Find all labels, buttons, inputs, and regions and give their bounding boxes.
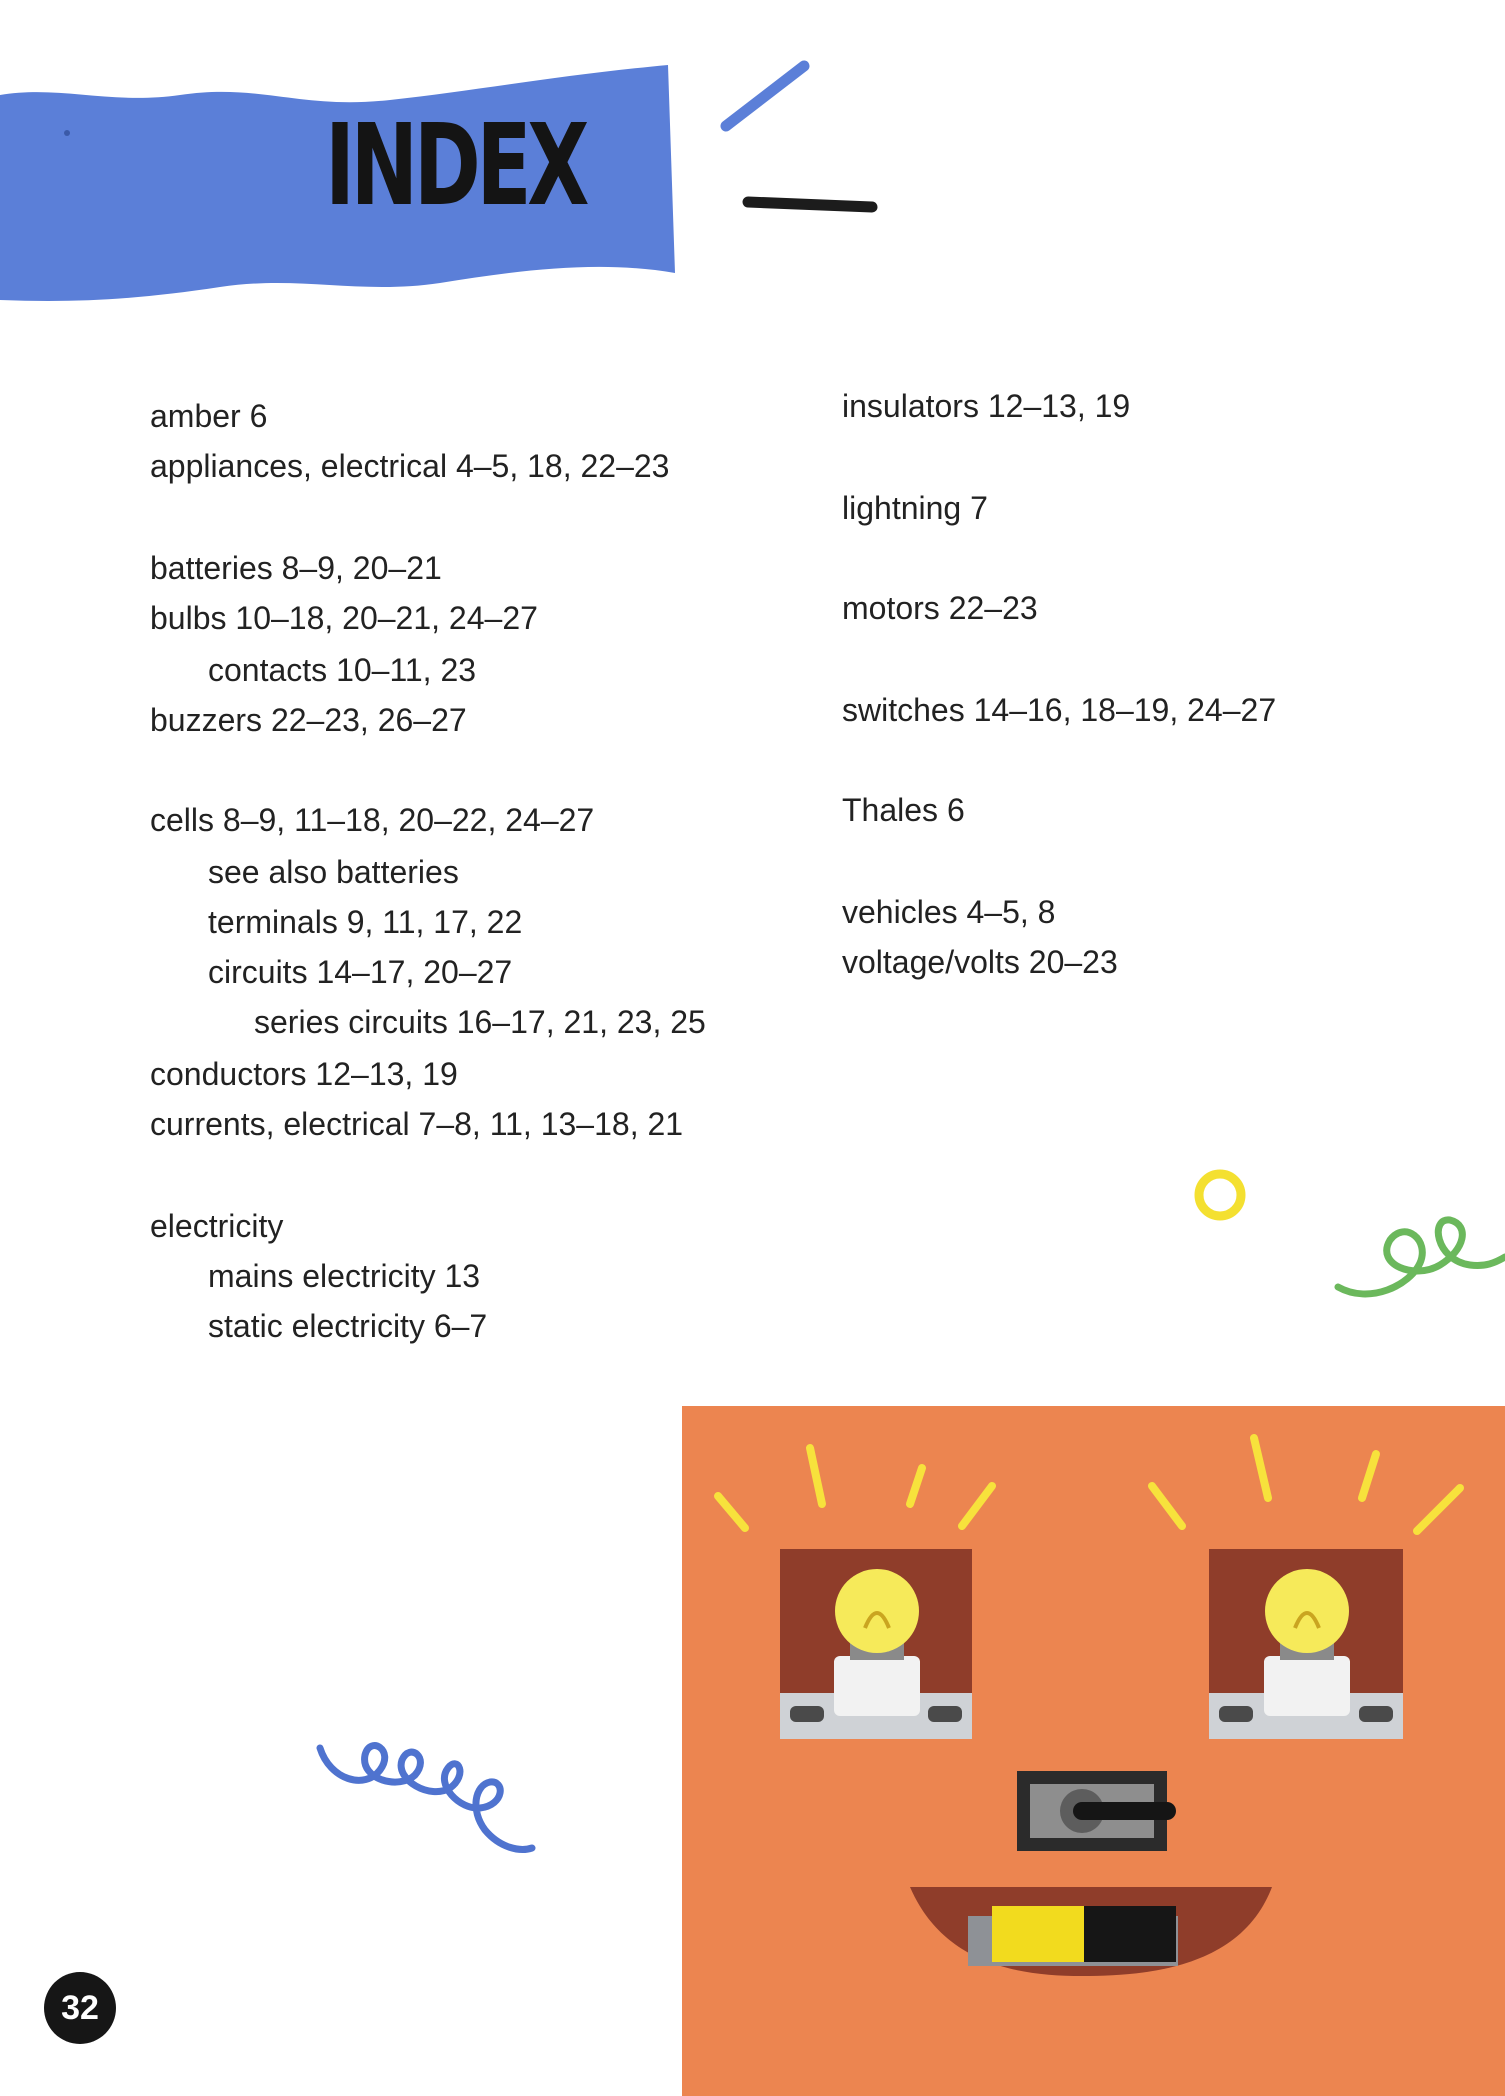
switch-nose <box>1017 1771 1167 1851</box>
index-entry: lightning 7 <box>842 490 988 526</box>
index-subentry: circuits 14–17, 20–27 <box>208 954 513 990</box>
index-subentry: contacts 10–11, 23 <box>208 652 477 688</box>
index-entry: electricity <box>150 1208 284 1244</box>
index-entry: motors 22–23 <box>842 590 1038 626</box>
index-entry: vehicles 4–5, 8 <box>842 894 1056 930</box>
index-entry: bulbs 10–18, 20–21, 24–27 <box>150 600 538 636</box>
index-entry: buzzers 22–23, 26–27 <box>150 702 467 738</box>
right-eye-window <box>1209 1549 1403 1739</box>
index-subsubentry: series circuits 16–17, 21, 23, 25 <box>254 1004 706 1040</box>
green-squiggle-decoration <box>1330 1185 1505 1315</box>
index-subentry: mains electricity 13 <box>208 1258 481 1294</box>
left-eye-window <box>780 1549 972 1739</box>
index-entry: voltage/volts 20–23 <box>842 944 1118 980</box>
index-entry: switches 14–16, 18–19, 24–27 <box>842 692 1277 728</box>
index-subentry: terminals 9, 11, 17, 22 <box>208 904 523 940</box>
index-entry: conductors 12–13, 19 <box>150 1056 458 1092</box>
index-entry: insulators 12–13, 19 <box>842 388 1131 424</box>
index-entry: cells 8–9, 11–18, 20–22, 24–27 <box>150 802 595 838</box>
robot-face-illustration <box>682 1406 1505 2096</box>
index-entry: Thales 6 <box>842 792 965 828</box>
yellow-ring-decoration <box>1185 1165 1265 1245</box>
page-number-badge: 32 <box>44 1972 116 2044</box>
index-subentry: static electricity 6–7 <box>208 1308 488 1344</box>
index-entry: currents, electrical 7–8, 11, 13–18, 21 <box>150 1106 684 1142</box>
accent-strokes <box>700 50 900 230</box>
page-title: INDEX <box>325 101 586 231</box>
index-entry: appliances, electrical 4–5, 18, 22–23 <box>150 448 670 484</box>
index-entry: batteries 8–9, 20–21 <box>150 550 442 586</box>
blue-squiggle-decoration <box>310 1730 550 1870</box>
index-entry: amber 6 <box>150 398 268 434</box>
index-subentry: see also batteries <box>208 854 459 890</box>
